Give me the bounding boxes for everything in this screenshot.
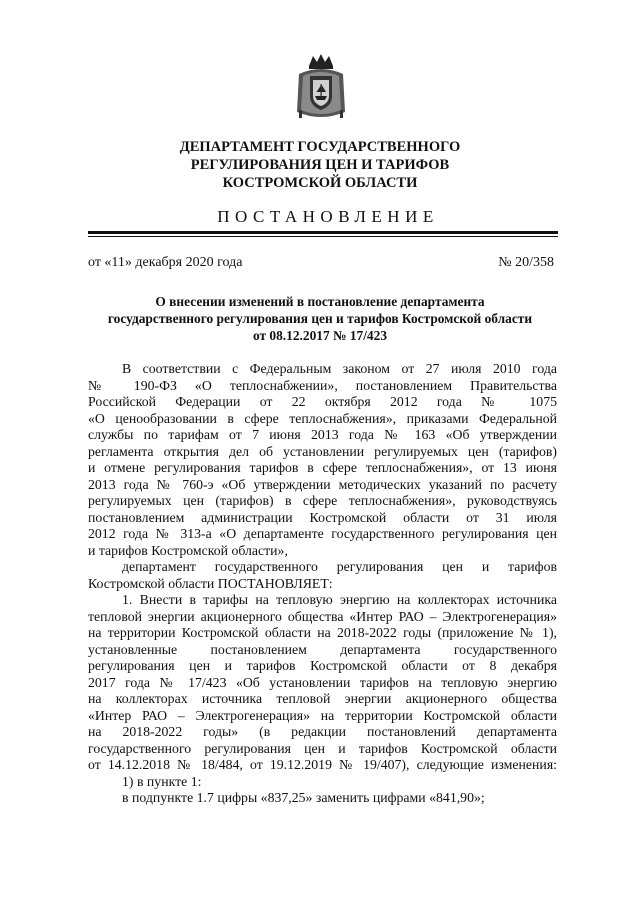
body-line: 2013 года № 760-э «Об утверждении методических указаний по расчету bbox=[88, 476, 557, 492]
subject-line: О внесении изменений в постановление департамента bbox=[155, 294, 485, 309]
subject-line: государственного регулирования цен и тарифов Костромской области bbox=[107, 311, 533, 326]
body-line: 1. Внести в тарифы на тепловую энергию на коллекторах источника bbox=[122, 592, 557, 607]
body-line: в подпункте 1.7 цифры «837,25» заменить цифрами «841,90»; bbox=[122, 790, 485, 805]
department-name-line-3: КОСТРОМСКОЙ ОБЛАСТИ bbox=[222, 175, 418, 191]
body-line: на территории Костромской области на 2018-2022 годы (приложение № 1), bbox=[88, 625, 557, 640]
body-line: регулируемых цен (тарифов) в сфере теплоснабжения», руководствуясь bbox=[88, 493, 557, 508]
body-line: № 190-ФЗ «О теплоснабжении», постановлением Правительства bbox=[88, 377, 557, 393]
body-line: Российской Федерации от 22 октября 2012 года № 1075 bbox=[88, 394, 557, 409]
document-subject bbox=[70, 293, 570, 344]
body-line: и отмене регулирования тарифов в сфере теплоснабжения», от 13 июня bbox=[88, 460, 557, 475]
header-divider-thick bbox=[88, 231, 558, 234]
department-name-line-2: РЕГУЛИРОВАНИЯ ЦЕН И ТАРИФОВ bbox=[190, 157, 450, 173]
document-type-title: ПОСТАНОВЛЕНИЕ bbox=[217, 207, 439, 226]
body-line: на коллекторах источника тепловой энергии акционерного общества bbox=[88, 691, 557, 706]
body-line: регулирования цен и тарифов Костромской области от 8 декабря bbox=[88, 658, 557, 673]
body-line: и тарифов Костромской области», bbox=[88, 542, 288, 558]
body-line: государственного регулирования цен и тарифов Костромской области bbox=[88, 740, 557, 756]
coat-of-arms-emblem bbox=[295, 52, 347, 122]
body-line: тепловой энергии акционерного общества «Интер РАО – Электрогенерация» bbox=[88, 608, 557, 624]
subject-line: от 08.12.2017 № 17/423 bbox=[252, 328, 388, 343]
body-line: на 2018-2022 годы» (в редакции постановлений департамента bbox=[88, 724, 557, 739]
body-line: «О ценообразовании в сфере теплоснабжения», приказами Федеральной bbox=[88, 410, 557, 426]
body-line: установленные постановлением департамента государственного bbox=[88, 641, 557, 657]
body-line: службы по тарифам от 7 июня 2013 года № 163 «Об утверждении bbox=[88, 427, 557, 442]
body-line: 2012 года № 313-а «О департаменте государственного регулирования цен bbox=[88, 526, 557, 541]
document-body bbox=[88, 361, 557, 807]
body-line: 1) в пункте 1: bbox=[122, 773, 202, 789]
document-date: от «11» декабря 2020 года bbox=[88, 255, 243, 270]
body-line: 2017 года № 17/423 «Об установлении тарифов на тепловую энергию bbox=[88, 674, 557, 690]
document-number: № 20/358 bbox=[498, 255, 554, 270]
department-name-line-1: ДЕПАРТАМЕНТ ГОСУДАРСТВЕННОГО bbox=[179, 139, 461, 155]
body-line: департамент государственного регулирования цен и тарифов bbox=[122, 559, 557, 574]
body-line: В соответствии с Федеральным законом от 27 июля 2010 года bbox=[122, 361, 557, 376]
body-line: Костромской области ПОСТАНОВЛЯЕТ: bbox=[88, 575, 333, 591]
body-line: от 14.12.2018 № 18/484, от 19.12.2019 № 19/407), следующие изменения: bbox=[88, 757, 557, 772]
body-line: постановлением администрации Костромской области от 31 июля bbox=[88, 509, 557, 525]
department-name bbox=[0, 138, 640, 192]
body-line: регламента открытия дел об установлении регулируемых цен (тарифов) bbox=[88, 443, 557, 459]
header-divider-thin bbox=[88, 236, 558, 237]
body-line: «Интер РАО – Электрогенерация» на территории Костромской области bbox=[88, 707, 557, 723]
